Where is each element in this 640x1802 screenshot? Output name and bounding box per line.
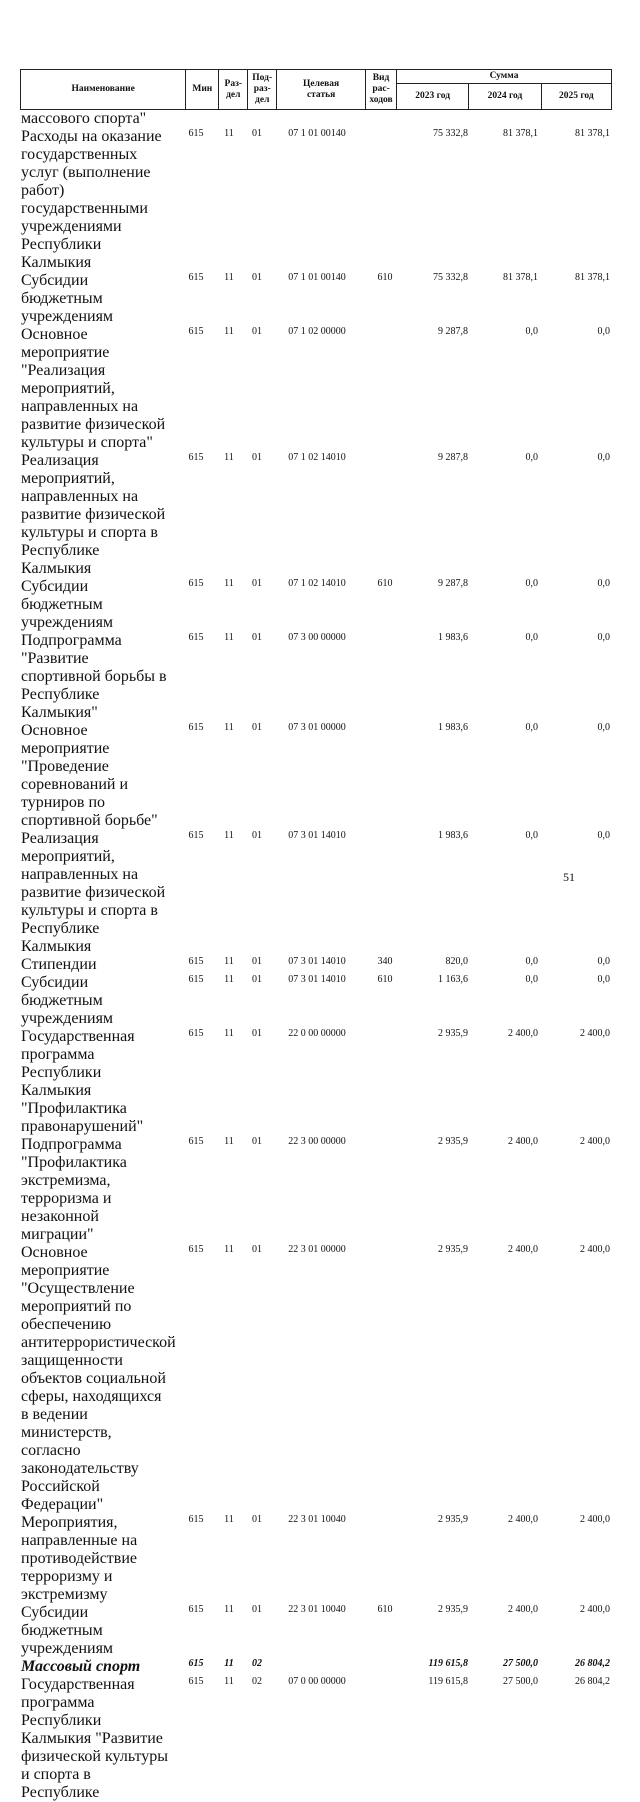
row-razdel: 11 — [224, 722, 234, 733]
table-row — [20, 128, 612, 272]
row-celevaya-statya: 07 0 00 00000 — [288, 1676, 346, 1687]
row-podrazdel: 02 — [252, 1676, 262, 1687]
row-sum-2023: 9 287,8 — [438, 452, 468, 463]
row-celevaya-statya: 22 3 01 00000 — [288, 1244, 346, 1255]
row-razdel: 11 — [224, 578, 234, 589]
row-sum-2024: 81 378,1 — [503, 128, 538, 139]
header-podrazdel-text: Под- раз- дел — [252, 73, 273, 105]
row-ministry: 615 — [188, 1676, 204, 1687]
row-vid-raskhodov: 610 — [377, 578, 393, 589]
row-sum-2025: 2 400,0 — [580, 1604, 610, 1615]
row-sum-2025: 2 400,0 — [580, 1136, 610, 1147]
row-name: Субсидии бюджетным учреждениям — [21, 272, 114, 325]
row-podrazdel: 01 — [252, 1028, 262, 1039]
table-row — [20, 1244, 612, 1514]
row-ministry: 615 — [188, 974, 204, 985]
row-razdel: 11 — [224, 1514, 234, 1525]
row-razdel: 11 — [224, 1604, 234, 1615]
header-celevaya-text: Целевая статья — [303, 78, 340, 100]
row-sum-2023: 2 935,9 — [438, 1244, 468, 1255]
row-name: Подпрограмма "Профилактика экстремизма, терроризма и незаконной миграции" — [21, 1136, 127, 1243]
row-name: Основное мероприятие "Осуществление мероприятий по обеспечению антитеррористической защищенности объектов социальной сферы, находящихся в ведении министерств, согласно законодательству Российской Федерации" — [21, 1244, 176, 1513]
row-name: Основное мероприятие "Проведение соревнований и турниров по спортивной борьбе" — [21, 722, 158, 829]
table-row — [20, 452, 612, 578]
row-celevaya-statya: 22 3 01 10040 — [288, 1604, 346, 1615]
row-celevaya-statya: 22 0 00 00000 — [288, 1028, 346, 1039]
row-ministry: 615 — [188, 452, 204, 463]
row-vid-raskhodov: 610 — [377, 1604, 393, 1615]
row-sum-2024: 0,0 — [525, 956, 538, 967]
row-sum-2023: 1 983,6 — [438, 632, 468, 643]
row-ministry: 615 — [188, 1514, 204, 1525]
row-ministry: 615 — [188, 578, 204, 589]
row-ministry: 615 — [188, 272, 204, 283]
row-sum-2024: 0,0 — [525, 326, 538, 337]
row-sum-2023: 1 983,6 — [438, 830, 468, 841]
row-celevaya-statya: 07 3 00 00000 — [288, 632, 346, 643]
row-sum-2023: 1 983,6 — [438, 722, 468, 733]
row-sum-2023: 9 287,8 — [438, 326, 468, 337]
row-name: Субсидии бюджетным учреждениям — [21, 974, 114, 1027]
row-ministry: 615 — [188, 1658, 204, 1669]
row-razdel: 11 — [224, 1136, 234, 1147]
row-name: Массовый спорт — [21, 1658, 141, 1675]
row-celevaya-statya: 22 3 00 00000 — [288, 1136, 346, 1147]
row-sum-2024: 2 400,0 — [508, 1028, 538, 1039]
row-ministry: 615 — [188, 1604, 204, 1615]
row-sum-2023: 75 332,8 — [433, 272, 468, 283]
header-summa: Сумма — [397, 70, 612, 84]
row-sum-2023: 2 935,9 — [438, 1514, 468, 1525]
row-razdel: 11 — [224, 1244, 234, 1255]
row-sum-2024: 2 400,0 — [508, 1244, 538, 1255]
row-celevaya-statya: 07 1 02 14010 — [288, 578, 346, 589]
table-row — [20, 272, 612, 326]
row-name: Субсидии бюджетным учреждениям — [21, 1604, 114, 1657]
row-razdel: 11 — [224, 1658, 234, 1669]
row-ministry: 615 — [188, 1136, 204, 1147]
row-sum-2023: 2 935,9 — [438, 1136, 468, 1147]
header-vid-text: Вид рас- ходов — [369, 73, 393, 105]
row-sum-2025: 26 804,2 — [575, 1658, 610, 1669]
header-year-2023: 2023 год — [397, 84, 469, 110]
table-row — [20, 632, 612, 722]
row-sum-2025: 0,0 — [597, 452, 610, 463]
row-podrazdel: 01 — [252, 974, 262, 985]
row-razdel: 11 — [224, 632, 234, 643]
row-name: Мероприятия, направленные на противодействие терроризму и экстремизму — [21, 1514, 138, 1603]
row-sum-2024: 2 400,0 — [508, 1514, 538, 1525]
row-celevaya-statya: 22 3 01 10040 — [288, 1514, 346, 1525]
row-podrazdel: 01 — [252, 1604, 262, 1615]
table-header — [20, 69, 612, 110]
row-sum-2023: 2 935,9 — [438, 1028, 468, 1039]
table-row — [20, 326, 612, 452]
row-name: Субсидии бюджетным учреждениям — [21, 578, 114, 631]
row-celevaya-statya: 07 1 01 00140 — [288, 272, 346, 283]
row-razdel: 11 — [224, 452, 234, 463]
table-row — [20, 956, 612, 974]
row-sum-2023: 2 935,9 — [438, 1604, 468, 1615]
row-sum-2023: 1 163,6 — [438, 974, 468, 985]
header-year-2025: 2025 год — [541, 84, 611, 110]
row-sum-2024: 81 378,1 — [503, 272, 538, 283]
row-sum-2024: 0,0 — [525, 974, 538, 985]
table-row — [20, 1136, 612, 1244]
row-podrazdel: 01 — [252, 326, 262, 337]
row-razdel: 11 — [224, 272, 234, 283]
row-sum-2025: 2 400,0 — [580, 1244, 610, 1255]
table-body — [20, 110, 612, 1802]
table-row — [20, 1514, 612, 1604]
row-celevaya-statya: 07 1 02 14010 — [288, 452, 346, 463]
row-sum-2023: 820,0 — [445, 956, 468, 967]
row-sum-2024: 27 500,0 — [503, 1658, 538, 1669]
table-row — [20, 578, 612, 632]
row-razdel: 11 — [224, 1676, 234, 1687]
row-ministry: 615 — [188, 326, 204, 337]
row-sum-2023: 119 615,8 — [428, 1658, 468, 1669]
row-podrazdel: 01 — [252, 1244, 262, 1255]
row-podrazdel: 01 — [252, 830, 262, 841]
row-podrazdel: 01 — [252, 1514, 262, 1525]
row-celevaya-statya: 07 3 01 14010 — [288, 830, 346, 841]
row-sum-2024: 0,0 — [525, 452, 538, 463]
table-row — [20, 110, 612, 128]
row-sum-2025: 2 400,0 — [580, 1028, 610, 1039]
header-vid — [366, 70, 397, 110]
row-sum-2024: 0,0 — [525, 578, 538, 589]
row-podrazdel: 01 — [252, 272, 262, 283]
row-sum-2024: 2 400,0 — [508, 1136, 538, 1147]
table-row — [20, 722, 612, 830]
row-sum-2024: 0,0 — [525, 830, 538, 841]
row-razdel: 11 — [224, 128, 234, 139]
row-celevaya-statya: 07 3 01 14010 — [288, 974, 346, 985]
row-podrazdel: 01 — [252, 956, 262, 967]
row-razdel: 11 — [224, 1028, 234, 1039]
header-celevaya — [277, 70, 366, 110]
row-name: Расходы на оказание государственных услуг (выполнение работ) государственными учреждениями Республики Калмыкия — [21, 128, 162, 271]
table-row — [20, 974, 612, 1028]
header-podrazdel — [248, 70, 277, 110]
row-sum-2025: 81 378,1 — [575, 128, 610, 139]
row-sum-2023: 9 287,8 — [438, 578, 468, 589]
row-sum-2025: 0,0 — [597, 632, 610, 643]
row-vid-raskhodov: 340 — [377, 956, 393, 967]
row-name: Государственная программа Республики Калмыкия "Развитие физической культуры и спорта в Республике — [21, 1676, 169, 1801]
row-ministry: 615 — [188, 956, 204, 967]
row-vid-raskhodov: 610 — [377, 272, 393, 283]
row-name: массового спорта" — [21, 110, 147, 127]
header-razdel — [219, 70, 248, 110]
header-razdel-text: Раз- дел — [224, 78, 243, 100]
row-name: Реализация мероприятий, направленных на развитие физической культуры и спорта в Республике Калмыкия — [21, 830, 166, 955]
row-name: Подпрограмма "Развитие спортивной борьбы в Республике Калмыкия" — [21, 632, 167, 721]
row-sum-2024: 2 400,0 — [508, 1604, 538, 1615]
row-sum-2025: 0,0 — [597, 578, 610, 589]
row-celevaya-statya: 07 1 02 00000 — [288, 326, 346, 337]
row-sum-2025: 0,0 — [597, 722, 610, 733]
table-row — [20, 1676, 612, 1802]
row-celevaya-statya: 07 3 01 14010 — [288, 956, 346, 967]
row-celevaya-statya: 07 3 01 00000 — [288, 722, 346, 733]
row-name: Стипендии — [21, 956, 97, 973]
row-sum-2023: 119 615,8 — [428, 1676, 468, 1687]
row-razdel: 11 — [224, 974, 234, 985]
row-sum-2025: 0,0 — [597, 830, 610, 841]
table-row — [20, 1658, 612, 1676]
row-razdel: 11 — [224, 956, 234, 967]
table-row — [20, 1604, 612, 1658]
row-podrazdel: 01 — [252, 632, 262, 643]
row-sum-2025: 0,0 — [597, 974, 610, 985]
row-razdel: 11 — [224, 326, 234, 337]
row-vid-raskhodov: 610 — [377, 974, 393, 985]
row-ministry: 615 — [188, 1244, 204, 1255]
page-number: 51 — [563, 870, 575, 884]
row-podrazdel: 01 — [252, 578, 262, 589]
row-sum-2025: 26 804,2 — [575, 1676, 610, 1687]
row-sum-2024: 0,0 — [525, 722, 538, 733]
row-name: Основное мероприятие "Реализация мероприятий, направленных на развитие физической культуры и спорта" — [21, 326, 166, 451]
row-ministry: 615 — [188, 128, 204, 139]
row-ministry: 615 — [188, 632, 204, 643]
row-ministry: 615 — [188, 1028, 204, 1039]
row-sum-2024: 27 500,0 — [503, 1676, 538, 1687]
row-ministry: 615 — [188, 830, 204, 841]
row-podrazdel: 01 — [252, 1136, 262, 1147]
row-name: Государственная программа Республики Калмыкия "Профилактика правонарушений" — [21, 1028, 144, 1135]
table-row — [20, 830, 612, 956]
header-min: Мин — [186, 70, 219, 110]
row-sum-2025: 0,0 — [597, 326, 610, 337]
header-year-2024: 2024 год — [469, 84, 541, 110]
row-podrazdel: 02 — [252, 1658, 262, 1669]
row-podrazdel: 01 — [252, 452, 262, 463]
row-sum-2024: 0,0 — [525, 632, 538, 643]
row-sum-2025: 0,0 — [597, 956, 610, 967]
header-name: Наименование — [21, 70, 186, 110]
row-ministry: 615 — [188, 722, 204, 733]
row-name: Реализация мероприятий, направленных на развитие физической культуры и спорта в Республике Калмыкия — [21, 452, 166, 577]
row-razdel: 11 — [224, 830, 234, 841]
row-celevaya-statya: 07 1 01 00140 — [288, 128, 346, 139]
row-sum-2023: 75 332,8 — [433, 128, 468, 139]
row-podrazdel: 01 — [252, 722, 262, 733]
row-sum-2025: 81 378,1 — [575, 272, 610, 283]
row-sum-2025: 2 400,0 — [580, 1514, 610, 1525]
row-podrazdel: 01 — [252, 128, 262, 139]
table-row — [20, 1028, 612, 1136]
